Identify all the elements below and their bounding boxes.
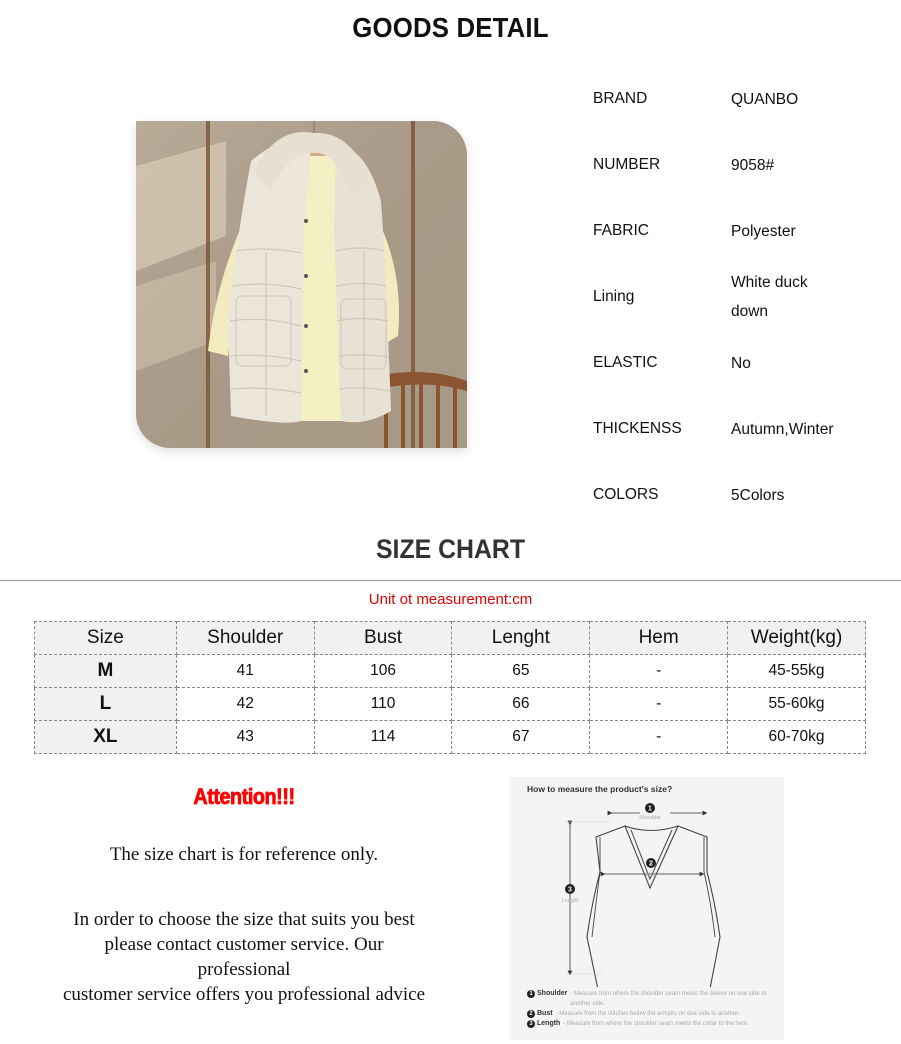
advice-line: professional bbox=[197, 959, 291, 980]
table-cell: 60-70kg bbox=[728, 721, 866, 754]
advice-line: please contact customer service. Our bbox=[104, 934, 384, 955]
table-cell: 114 bbox=[314, 721, 452, 754]
spec-key: BRAND bbox=[593, 90, 648, 107]
number-1-icon: 1 bbox=[527, 990, 535, 998]
spec-value: No bbox=[731, 354, 751, 372]
table-cell: 45-55kg bbox=[728, 655, 866, 688]
product-photo bbox=[136, 121, 467, 448]
legend-row-length bbox=[527, 1019, 782, 1029]
svg-text:Shoulder: Shoulder bbox=[638, 815, 662, 821]
svg-text:3: 3 bbox=[568, 886, 572, 894]
table-row bbox=[35, 721, 866, 754]
spec-row-colors bbox=[593, 462, 893, 528]
spec-key: Lining bbox=[593, 288, 635, 305]
spec-value: White duck down bbox=[731, 274, 808, 320]
unit-note: Unit ot measurement:cm bbox=[368, 591, 533, 608]
spec-key: COLORS bbox=[593, 486, 659, 503]
legend-desc: - Measure from where the shoulder seam meets the sleeve on one side to another side. bbox=[570, 991, 767, 1007]
svg-text:Bust: Bust bbox=[645, 872, 657, 878]
section-divider bbox=[0, 580, 901, 581]
spec-row-brand bbox=[593, 66, 893, 132]
table-cell: 55-60kg bbox=[728, 688, 866, 721]
spec-row-lining bbox=[593, 264, 893, 330]
spec-value: QUANBO bbox=[731, 90, 799, 108]
size-cell: XL bbox=[35, 721, 177, 754]
spec-value: 9058# bbox=[731, 156, 775, 174]
table-cell: - bbox=[590, 688, 728, 721]
table-cell: 42 bbox=[176, 688, 314, 721]
size-chart-title: SIZE CHART bbox=[375, 534, 526, 564]
spec-key: ELASTIC bbox=[593, 354, 658, 371]
column-header: Hem bbox=[590, 622, 728, 655]
table-cell: 106 bbox=[314, 655, 452, 688]
column-header: Bust bbox=[314, 622, 452, 655]
table-row bbox=[35, 688, 866, 721]
legend-name: Shoulder bbox=[537, 990, 568, 997]
goods-detail-title: GOODS DETAIL bbox=[352, 12, 549, 43]
spec-row-number bbox=[593, 132, 893, 198]
size-cell: M bbox=[35, 655, 177, 688]
table-cell: - bbox=[590, 721, 728, 754]
column-header: Shoulder bbox=[176, 622, 314, 655]
legend-row-bust bbox=[527, 1009, 782, 1019]
puffer-vest-image bbox=[136, 121, 467, 448]
spec-row-thickness bbox=[593, 396, 893, 462]
attention-heading: Attention!!! bbox=[193, 784, 295, 809]
table-cell: 66 bbox=[452, 688, 590, 721]
spec-row-fabric bbox=[593, 198, 893, 264]
number-3-icon: 3 bbox=[527, 1020, 535, 1028]
reference-note: The size chart is for reference only. bbox=[109, 844, 379, 865]
spec-value: Polyester bbox=[731, 222, 796, 240]
column-header: Lenght bbox=[452, 622, 590, 655]
column-header: Size bbox=[35, 622, 177, 655]
size-cell: L bbox=[35, 688, 177, 721]
measure-guide bbox=[510, 777, 784, 1040]
spec-key: THICKENSS bbox=[593, 420, 682, 437]
advice-line: customer service offers you professional advice bbox=[62, 984, 426, 1005]
table-header-row bbox=[35, 622, 866, 655]
table-cell: - bbox=[590, 655, 728, 688]
legend-desc: - Measure from the stitches below the armpits on one side to another. bbox=[555, 1011, 740, 1017]
table-cell: 43 bbox=[176, 721, 314, 754]
svg-text:1: 1 bbox=[648, 805, 652, 813]
advice-text bbox=[34, 907, 454, 1007]
size-table bbox=[34, 621, 866, 754]
legend-name: Length bbox=[537, 1020, 561, 1027]
spec-key: FABRIC bbox=[593, 222, 649, 239]
table-cell: 67 bbox=[452, 721, 590, 754]
table-cell: 110 bbox=[314, 688, 452, 721]
spec-row-elastic bbox=[593, 330, 893, 396]
table-row bbox=[35, 655, 866, 688]
legend-row-shoulder bbox=[527, 989, 782, 1009]
svg-text:2: 2 bbox=[649, 860, 653, 868]
legend-name: Bust bbox=[537, 1010, 553, 1017]
table-cell: 65 bbox=[452, 655, 590, 688]
spec-key: NUMBER bbox=[593, 156, 661, 173]
number-2-icon: 2 bbox=[527, 1010, 535, 1018]
legend-desc: - Measure from where the shoulder seam meets the collar to the hem. bbox=[563, 1021, 749, 1027]
measure-legend bbox=[527, 989, 782, 1029]
advice-line: In order to choose the size that suits you best bbox=[73, 909, 415, 930]
column-header: Weight(kg) bbox=[728, 622, 866, 655]
vest-measure-diagram bbox=[510, 777, 784, 987]
table-cell: 41 bbox=[176, 655, 314, 688]
spec-value: 5Colors bbox=[731, 486, 785, 504]
measure-guide-title: How to measure the product's size? bbox=[527, 784, 673, 794]
svg-text:Length: Length bbox=[561, 898, 579, 904]
spec-value: Autumn,Winter bbox=[731, 420, 834, 438]
